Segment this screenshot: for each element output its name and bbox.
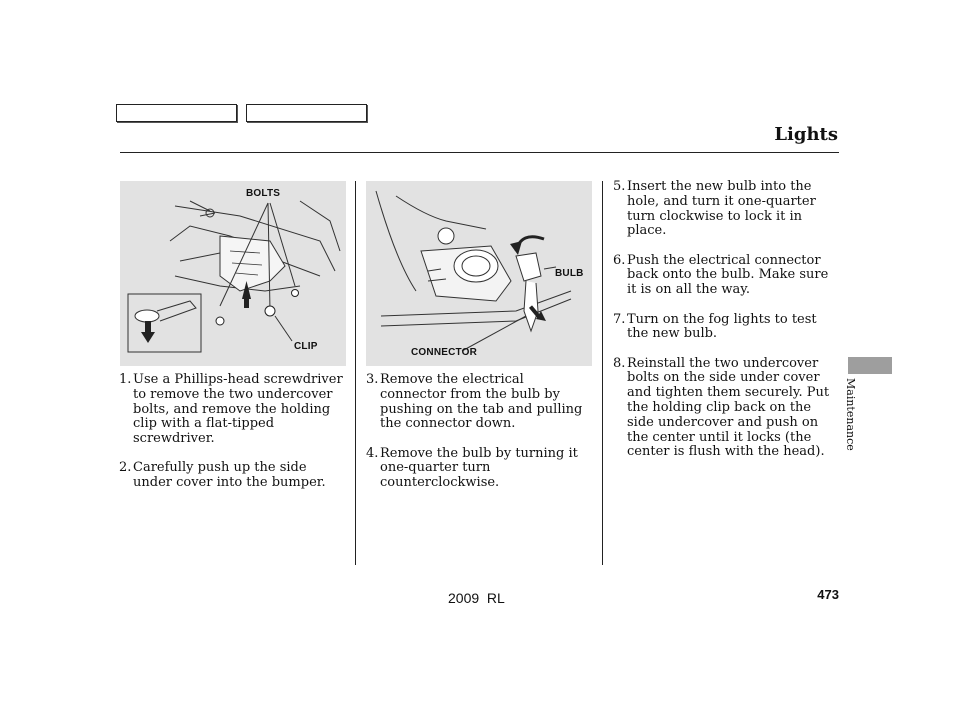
header-rule — [120, 152, 839, 153]
section-tab-text: Maintenance — [844, 378, 857, 451]
step-item — [613, 313, 841, 343]
nav-button-right[interactable] — [246, 104, 367, 122]
step-text: Use a Phillips-head screwdriver to remove the two undercover bolts, and remove the holding clip with a flat-tipped screwdriver. — [133, 372, 343, 447]
nav-button-left[interactable] — [116, 104, 237, 122]
step-text: Insert the new bulb into the hole, and turn it one-quarter turn clockwise to lock it in place. — [627, 179, 816, 239]
step-text: Push the electrical connector back onto the bulb. Make sure it is on all the way. — [627, 252, 829, 298]
section-tab-marker[interactable] — [848, 357, 892, 374]
step-text: Remove the electrical connector from the bulb by pushing on the tab and pulling the connector down. — [380, 372, 583, 432]
step-text: Turn on the fog lights to test the new bulb. — [627, 311, 817, 342]
step-item — [366, 447, 594, 491]
figure-undercover — [120, 181, 346, 366]
step-number: 6. — [613, 252, 626, 268]
steps-column-2 — [366, 373, 594, 506]
step-number: 8. — [613, 355, 626, 371]
column-divider-2 — [602, 181, 603, 565]
step-text: Reinstall the two undercover bolts on the side under cover and tighten them securely. Put the holding clip back on the side undercover and push on the center until it locks (the center is flush with the head). — [627, 355, 830, 460]
step-number: 7. — [613, 311, 626, 327]
page-title: Lights — [774, 124, 838, 145]
step-number: 1. — [119, 372, 132, 387]
steps-column-3 — [613, 180, 841, 475]
step-item — [119, 461, 347, 491]
callout-clip: CLIP — [294, 341, 318, 352]
callout-connector: CONNECTOR — [411, 347, 478, 358]
footer-model: 2009 RL — [448, 590, 505, 606]
step-item — [366, 373, 594, 432]
section-tab-label — [843, 378, 863, 458]
undercover-illustration — [120, 181, 346, 366]
step-item — [613, 180, 841, 239]
step-item — [613, 254, 841, 298]
figure-connector — [366, 181, 592, 366]
step-number: 2. — [119, 460, 132, 476]
column-divider-1 — [355, 181, 356, 565]
step-number: 3. — [366, 372, 379, 387]
page-number: 473 — [817, 587, 839, 602]
step-item — [119, 373, 347, 447]
step-number: 5. — [613, 179, 626, 194]
step-text: Remove the bulb by turning it one-quarter turn counterclockwise. — [380, 445, 578, 491]
step-number: 4. — [366, 445, 379, 461]
steps-column-1 — [119, 373, 347, 506]
callout-bolts: BOLTS — [246, 188, 281, 199]
callout-bulb: BULB — [555, 268, 584, 279]
step-text: Carefully push up the side under cover into the bumper. — [133, 460, 326, 491]
step-item — [613, 357, 841, 461]
